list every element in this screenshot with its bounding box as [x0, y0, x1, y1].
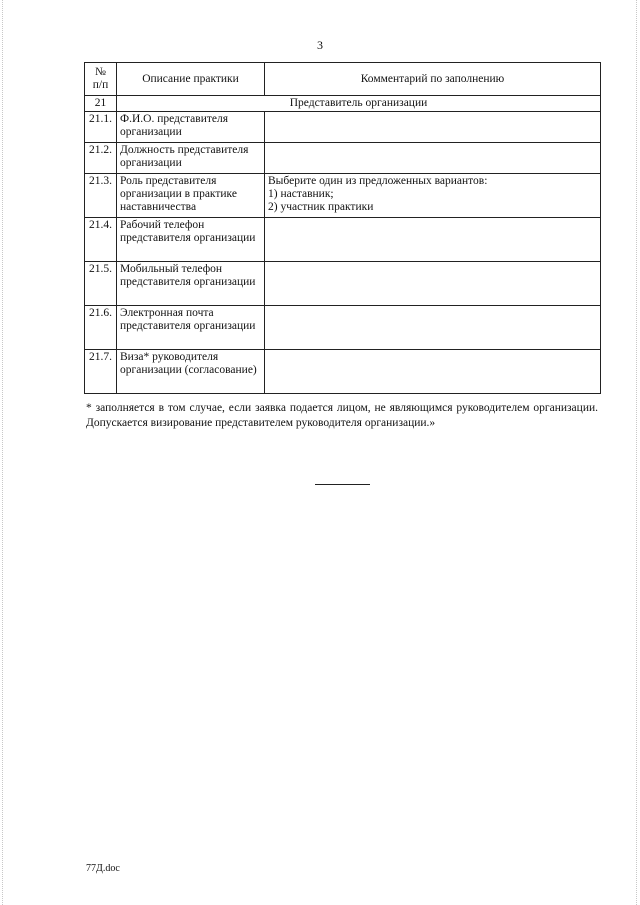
scan-edge-right — [636, 0, 638, 905]
footnote: * заполняется в том случае, если заявка подается лицом, не являющимся руководителем организации. Допускается визирование представителем руководителя организации.» — [86, 402, 598, 429]
section-number: 21 — [85, 96, 117, 112]
row-number: 21.7. — [85, 350, 117, 394]
row-description: Электронная почта представителя организации — [117, 306, 265, 350]
row-description: Рабочий телефон представителя организации — [117, 218, 265, 262]
section-row — [85, 96, 601, 112]
row-comment — [265, 350, 601, 394]
row-comment — [265, 218, 601, 262]
row-comment — [265, 262, 601, 306]
table-row — [85, 350, 601, 394]
header-number: № п/п — [85, 63, 117, 96]
file-name: 77Д.doc — [86, 863, 120, 874]
table-row — [85, 143, 601, 174]
scan-edge-left — [2, 0, 4, 905]
row-comment — [265, 143, 601, 174]
end-separator-line — [315, 484, 370, 485]
row-number: 21.3. — [85, 174, 117, 218]
table-row — [85, 306, 601, 350]
row-comment — [265, 174, 601, 218]
page-number: 3 — [317, 38, 323, 52]
row-description: Должность представителя организации — [117, 143, 265, 174]
row-number: 21.6. — [85, 306, 117, 350]
row-description: Мобильный телефон представителя организации — [117, 262, 265, 306]
row-description: Виза* руководителя организации (согласование) — [117, 350, 265, 394]
section-title: Представитель организации — [117, 96, 601, 112]
row-description: Роль представителя организации в практике наставничества — [117, 174, 265, 218]
row-number: 21.5. — [85, 262, 117, 306]
row-number: 21.4. — [85, 218, 117, 262]
row-comment — [265, 306, 601, 350]
comment-option: 2) участник практики — [268, 201, 374, 213]
table-row — [85, 112, 601, 143]
row-description: Ф.И.О. представителя организации — [117, 112, 265, 143]
row-number: 21.1. — [85, 112, 117, 143]
row-comment — [265, 112, 601, 143]
table-row — [85, 218, 601, 262]
practice-table — [84, 62, 601, 394]
table-header-row — [85, 63, 601, 96]
header-comment: Комментарий по заполнению — [265, 63, 601, 96]
comment-option: 1) наставник; — [268, 188, 334, 200]
row-number: 21.2. — [85, 143, 117, 174]
comment-intro: Выберите один из предложенных вариантов: — [268, 175, 488, 187]
header-description: Описание практики — [117, 63, 265, 96]
table-row — [85, 262, 601, 306]
table-row — [85, 174, 601, 218]
